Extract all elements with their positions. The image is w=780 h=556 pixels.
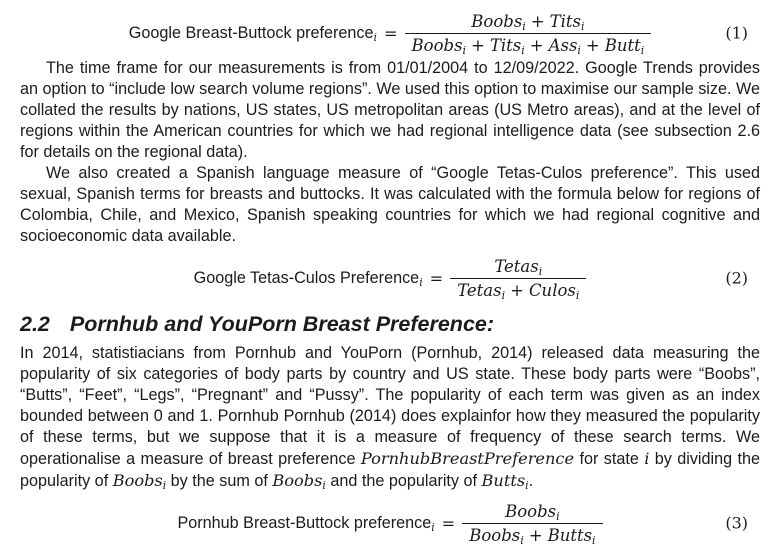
equation-1-label — [129, 23, 377, 44]
equation-2-body — [194, 257, 587, 300]
math-boobs-i: Boobs$_i$ — [272, 471, 326, 492]
equation-2-label-text: Google Tetas-Culos Preference — [193, 268, 420, 287]
math-pornhub-breast-preference: PornhubBreastPreference — [360, 449, 575, 468]
equation-3-denominator: Boobs$_i$ + Butts$_i$ — [462, 523, 602, 545]
equation-1-label-text: Google Breast-Buttock preference — [128, 23, 374, 42]
equation-1-fraction — [405, 12, 652, 55]
paragraph-spanish-measure — [20, 163, 760, 247]
paragraph-pornhub-text-3: by dividing the popularity of — [20, 450, 760, 490]
equation-3-numerator: Boobs$_i$ — [505, 501, 560, 523]
equals-sign: = — [429, 268, 444, 288]
paragraph-spanish-measure-text: We also created a Spanish language measure of “Google Tetas-Culos preference”. This used sexual, Spanish terms for breasts and buttocks. It was calculated with the formula below for regions of Colombia, Chile, and Mexico, Spanish speaking countries for which we had regional cognitive and socioeconomic data available. — [20, 164, 760, 245]
equation-2-number: (2) — [725, 268, 748, 288]
paragraph-pornhub-text-5: and the popularity of — [325, 472, 482, 490]
paragraph-timeframe-text: The time frame for our measurements is from 01/01/2004 to 12/09/2022. Google Trends provides an option to “include low search volume regions”. We used this option to maximise our sample size. We collated the results by nations, US states, US metropolitan areas (US Metro areas), and at the level of regions within the American countries for which we had regional intelligence data (see subsection 2.6 for details on the regional data). — [20, 59, 760, 161]
equation-3-label-subscript: i — [431, 520, 435, 534]
equation-1-numerator: Boobs$_i$ + Tits$_i$ — [471, 11, 585, 33]
equation-3 — [20, 500, 760, 546]
equation-2 — [20, 255, 760, 301]
equation-3-fraction — [462, 502, 602, 545]
equation-3-number: (3) — [725, 513, 748, 533]
equation-1-denominator: Boobs$_i$ + Tits$_i$ + Ass$_i$ + Butt$_i$ — [405, 33, 652, 55]
equation-3-body — [177, 502, 602, 545]
equals-sign: = — [441, 513, 456, 533]
equation-2-denominator: Tetas$_i$ + Culos$_i$ — [450, 278, 586, 300]
equation-2-label-subscript: i — [419, 275, 423, 289]
math-butts-i: Butts$_i$ — [481, 471, 529, 492]
paragraph-pornhub-text-1: In 2014, statistiacians from Pornhub and YouPorn (Pornhub, 2014) released data measuring the popularity of six categories of body parts by country and US state. These body parts were “Boobs”, “Butts”, “Feet”, “Legs”, “Pregnant” and “Pussy”. The popularity of each term was given as an index bounded between 0 and 1. Pornhub Pornhub (2014) does explainfor how they measured the popularity of these terms, but we suppose that it is a measure of frequency of these search terms. We operationalise a measure of breast preference — [20, 344, 760, 468]
paragraph-pornhub-data — [20, 343, 760, 492]
math-boobs-i: Boobs$_i$ — [112, 471, 167, 492]
equals-sign: = — [383, 23, 398, 43]
equation-1-body — [129, 12, 651, 55]
equation-3-label — [177, 513, 434, 534]
plus-sign: + — [510, 280, 524, 300]
paragraph-pornhub-text-6: . — [528, 472, 534, 490]
section-title: Pornhub and YouPorn Breast Preference: — [69, 312, 495, 336]
equation-2-label — [194, 268, 423, 289]
plus-sign: + — [585, 35, 600, 55]
equation-1 — [20, 10, 760, 56]
plus-sign: + — [529, 35, 544, 55]
paragraph-pornhub-text-4: by the sum of — [166, 472, 273, 490]
paragraph-timeframe — [20, 58, 760, 163]
equation-1-number: (1) — [725, 23, 748, 43]
section-number: 2.2 — [20, 312, 50, 336]
equation-2-numerator: Tetas$_i$ — [494, 256, 543, 278]
equation-1-label-subscript: i — [373, 30, 377, 44]
plus-sign: + — [471, 35, 485, 55]
equation-3-label-text: Pornhub Breast-Buttock preference — [177, 513, 432, 532]
equation-2-fraction — [450, 257, 586, 300]
plus-sign: + — [528, 525, 543, 545]
paragraph-pornhub-text-2: for state — [574, 450, 645, 468]
section-heading — [20, 311, 760, 337]
plus-sign: + — [530, 11, 545, 31]
math-state-i: i — [644, 449, 650, 468]
